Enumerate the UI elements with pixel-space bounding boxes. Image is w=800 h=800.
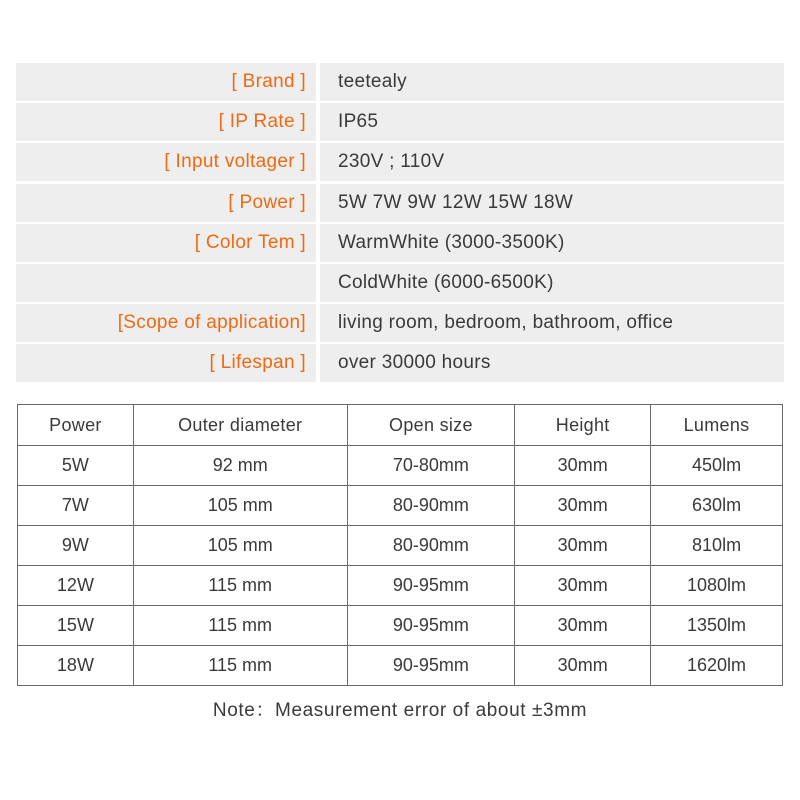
table-row bbox=[18, 566, 783, 606]
table-header-row bbox=[18, 405, 783, 446]
spec-value: IP65 bbox=[320, 103, 784, 141]
table-cell: 92 mm bbox=[133, 446, 347, 486]
header-lumens: Lumens bbox=[651, 405, 783, 446]
table-row bbox=[18, 486, 783, 526]
table-row bbox=[18, 646, 783, 686]
spec-row-scope bbox=[16, 304, 784, 342]
table-cell: 30mm bbox=[515, 446, 651, 486]
spec-row-input-voltage bbox=[16, 143, 784, 181]
spec-row-color-temp bbox=[16, 224, 784, 262]
table-cell: 1620lm bbox=[651, 646, 783, 686]
table-cell: 30mm bbox=[515, 486, 651, 526]
header-outer-diameter: Outer diameter bbox=[133, 405, 347, 446]
spec-row-power bbox=[16, 184, 784, 222]
table-cell: 450lm bbox=[651, 446, 783, 486]
spec-value: living room, bedroom, bathroom, office bbox=[320, 304, 784, 342]
table-cell: 30mm bbox=[515, 646, 651, 686]
table-cell: 15W bbox=[18, 606, 134, 646]
header-open-size: Open size bbox=[347, 405, 515, 446]
table-cell: 90-95mm bbox=[347, 566, 515, 606]
table-cell: 7W bbox=[18, 486, 134, 526]
spec-row-brand bbox=[16, 63, 784, 101]
spec-value: WarmWhite (3000-3500K) bbox=[320, 224, 784, 262]
spec-value: over 30000 hours bbox=[320, 344, 784, 382]
table-cell: 115 mm bbox=[133, 606, 347, 646]
table-cell: 115 mm bbox=[133, 646, 347, 686]
table-cell: 30mm bbox=[515, 566, 651, 606]
table-cell: 90-95mm bbox=[347, 606, 515, 646]
table-cell: 80-90mm bbox=[347, 526, 515, 566]
spec-row-lifespan bbox=[16, 344, 784, 382]
spec-row-ip-rate bbox=[16, 103, 784, 141]
table-cell: 115 mm bbox=[133, 566, 347, 606]
spec-label: [Scope of application] bbox=[16, 304, 316, 342]
table-row bbox=[18, 606, 783, 646]
spec-label: [ Input voltager ] bbox=[16, 143, 316, 181]
spec-label: [ IP Rate ] bbox=[16, 103, 316, 141]
table-cell: 630lm bbox=[651, 486, 783, 526]
table-row bbox=[18, 526, 783, 566]
spec-list bbox=[16, 63, 784, 385]
header-height: Height bbox=[515, 405, 651, 446]
table-cell: 18W bbox=[18, 646, 134, 686]
spec-value: ColdWhite (6000-6500K) bbox=[320, 264, 784, 302]
table-cell: 1350lm bbox=[651, 606, 783, 646]
spec-label bbox=[16, 264, 316, 302]
table-cell: 70-80mm bbox=[347, 446, 515, 486]
spec-label: [ Lifespan ] bbox=[16, 344, 316, 382]
table-cell: 105 mm bbox=[133, 526, 347, 566]
table-cell: 30mm bbox=[515, 606, 651, 646]
spec-value: 5W 7W 9W 12W 15W 18W bbox=[320, 184, 784, 222]
table-cell: 30mm bbox=[515, 526, 651, 566]
table-cell: 12W bbox=[18, 566, 134, 606]
dimensions-table bbox=[17, 404, 783, 686]
spec-value: teetealy bbox=[320, 63, 784, 101]
spec-row-color-temp-cold bbox=[16, 264, 784, 302]
table-cell: 105 mm bbox=[133, 486, 347, 526]
table-cell: 1080lm bbox=[651, 566, 783, 606]
table-row bbox=[18, 446, 783, 486]
spec-label: [ Color Tem ] bbox=[16, 224, 316, 262]
table-cell: 80-90mm bbox=[347, 486, 515, 526]
table-cell: 5W bbox=[18, 446, 134, 486]
table-cell: 810lm bbox=[651, 526, 783, 566]
spec-label: [ Brand ] bbox=[16, 63, 316, 101]
measurement-note: Note：Measurement error of about ±3mm bbox=[212, 700, 588, 721]
table-cell: 9W bbox=[18, 526, 134, 566]
header-power: Power bbox=[18, 405, 134, 446]
spec-label: [ Power ] bbox=[16, 184, 316, 222]
spec-value: 230V ; 110V bbox=[320, 143, 784, 181]
table-cell: 90-95mm bbox=[347, 646, 515, 686]
